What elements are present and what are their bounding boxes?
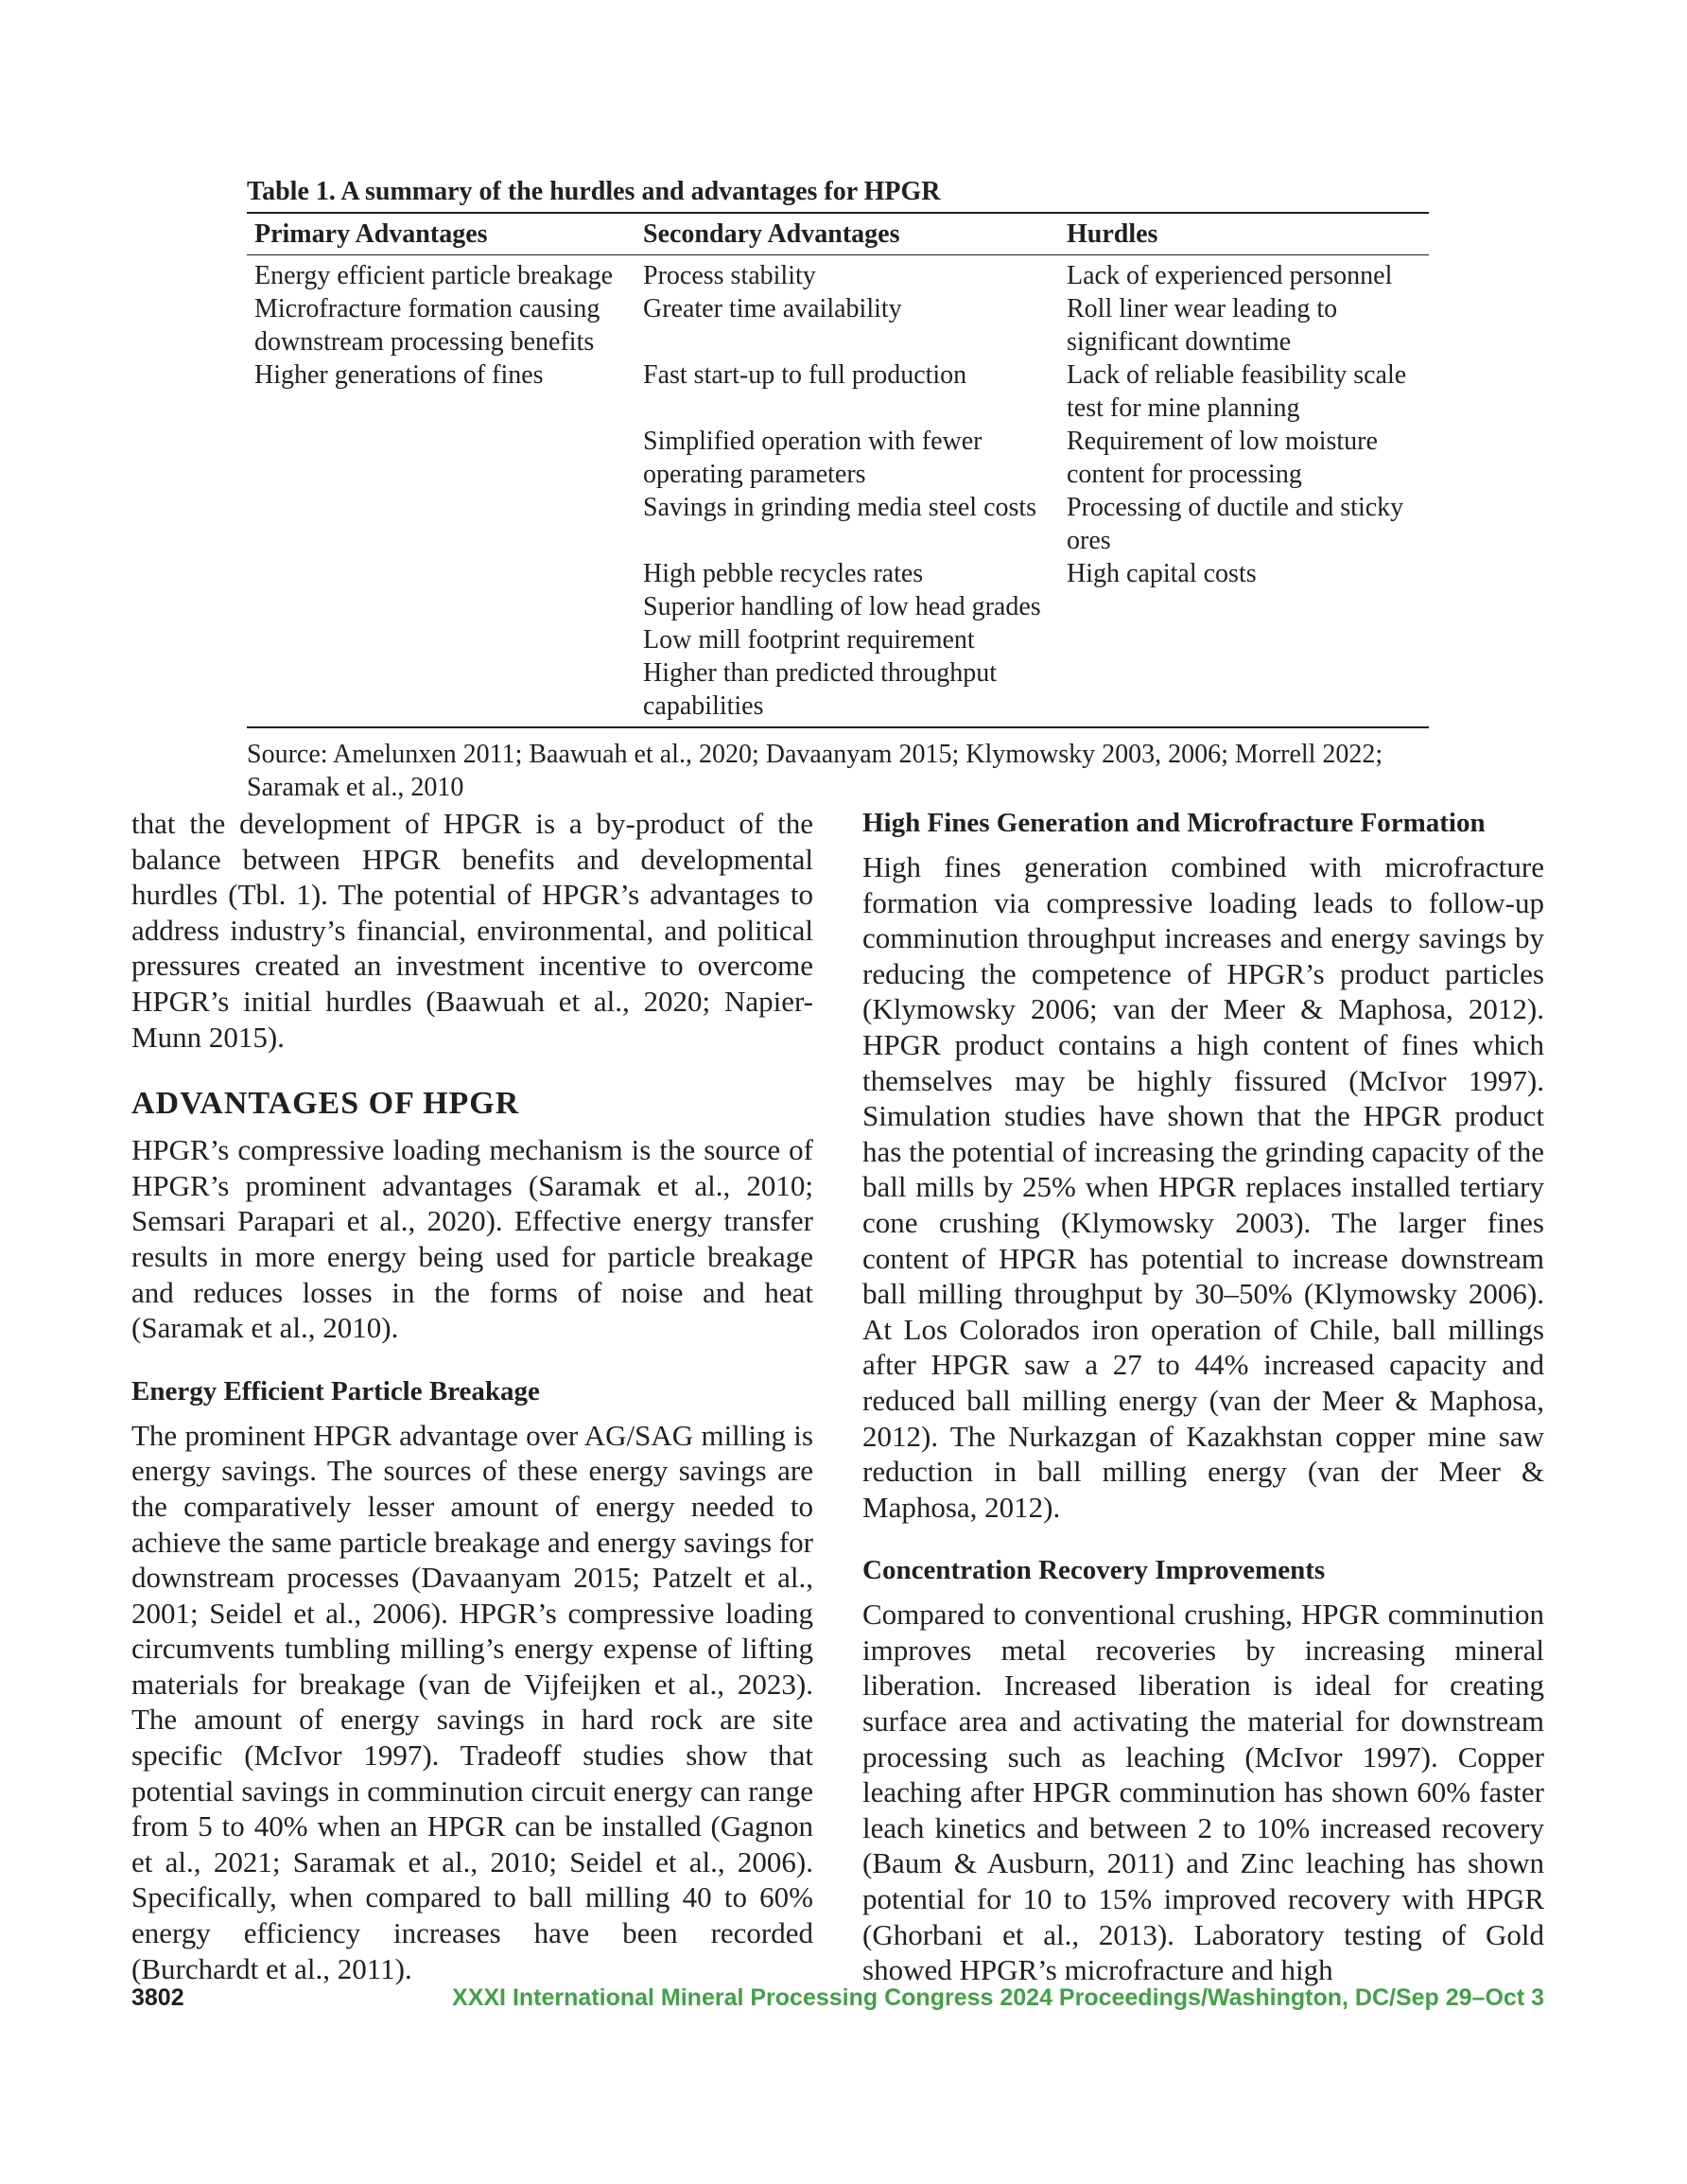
table-source-note: Source: Amelunxen 2011; Baawuah et al., 2020; Davaanyam 2015; Klymowsky 2003, 2006; Morrell 2022; Saramak et al., 2010	[247, 740, 1383, 802]
table-row	[247, 425, 1429, 491]
table-cell: Lack of reliable feasibility scale test for mine planning	[1067, 360, 1407, 423]
table-cell	[247, 656, 635, 727]
table-cell	[1059, 623, 1429, 656]
table-cell: Fast start-up to full production	[643, 360, 967, 390]
column-header-hurdles: Hurdles	[1059, 213, 1429, 255]
table-cell: High capital costs	[1067, 559, 1257, 588]
section-heading-advantages: ADVANTAGES OF HPGR	[131, 1086, 520, 1122]
table-cell	[1059, 656, 1429, 727]
table-cell	[247, 623, 635, 656]
table-caption: Table 1. A summary of the hurdles and advantages for HPGR	[247, 177, 941, 206]
page-footer	[131, 1984, 1544, 2022]
table-cell: Processing of ductile and sticky ores	[1067, 493, 1404, 555]
concentration-paragraph: Compared to conventional crushing, HPGR comminution improves metal recoveries by increasing mineral liberation. Increased liberation is ideal for creating surface area and activating the material for downstream processing such as leaching (McIvor 1997). Copper leaching after HPGR comminution has shown 60% faster leach kinetics and between 2 to 10% increased recovery (Baum & Ausburn, 2011) and Zinc leaching has shown potential for 10 to 15% improved recovery with HPGR (Ghorbani et al., 2013). Laboratory testing of Gold showed HPGR’s microfracture and high	[862, 1598, 1544, 1987]
table-row	[247, 557, 1429, 590]
table-row	[247, 255, 1429, 293]
table-row	[247, 292, 1429, 358]
column-header-primary: Primary Advantages	[247, 213, 635, 255]
table-cell: Greater time availability	[643, 294, 902, 323]
left-column	[131, 806, 813, 1986]
table-cell	[1059, 590, 1429, 623]
table-cell: Roll liner wear leading to significant downtime	[1067, 294, 1338, 357]
table-row	[247, 358, 1429, 425]
table-cell: Simplified operation with fewer operating parameters	[643, 427, 983, 489]
table-cell: Lack of experienced personnel	[1067, 261, 1393, 290]
table-cell: Process stability	[643, 261, 816, 290]
table-cell	[247, 557, 635, 590]
advantages-paragraph: HPGR’s compressive loading mechanism is the source of HPGR’s prominent advantages (Saramak et al., 2010; Semsari Parapari et al., 2020). Effective energy transfer results in more energy being used for particle breakage and reduces losses in the forms of noise and heat (Saramak et al., 2010).	[131, 1133, 813, 1345]
footer-proceedings-text: XXXI International Mineral Processing Congress 2024 Proceedings/Washington, DC/Sep 29–Oct 3	[452, 1984, 1544, 2011]
high-fines-paragraph: High fines generation combined with microfracture formation via compressive loading leads to follow-up comminution throughput increases and energy savings by reducing the competence of HPGR’s product particles (Klymowsky 2006; van der Meer & Maphosa, 2012). HPGR product contains a high content of fines which themselves may be highly fissured (McIvor 1997). Simulation studies have shown that the HPGR product has the potential of increasing the grinding capacity of the ball mills by 25% when HPGR replaces installed tertiary cone crushing (Klymowsky 2003). The larger fines content of HPGR has potential to increase downstream ball milling throughput by 30–50% (Klymowsky 2006). At Los Colorados iron operation of Chile, ball millings after HPGR saw a 27 to 44% increased capacity and reduced ball milling energy (van der Meer & Maphosa, 2012). The Nurkazgan of Kazakhstan copper mine saw reduction in ball milling energy (van der Meer & Maphosa, 2012).	[862, 850, 1544, 1524]
right-column	[862, 806, 1544, 1988]
table-row	[247, 491, 1429, 557]
summary-table-block	[247, 176, 1429, 804]
table-cell: Energy efficient particle breakage	[254, 261, 614, 290]
table-header-row	[247, 213, 1429, 255]
table-cell	[247, 590, 635, 623]
table-row	[247, 656, 1429, 727]
subheading-concentration-recovery: Concentration Recovery Improvements	[862, 1555, 1326, 1586]
table-cell: Requirement of low moisture content for processing	[1067, 427, 1378, 489]
energy-paragraph: The prominent HPGR advantage over AG/SAG milling is energy savings. The sources of these energy savings are the comparatively lesser amount of energy needed to achieve the same particle breakage and energy savings for downstream processes (Davaanyam 2015; Patzelt et al., 2001; Seidel et al., 2006). HPGR’s compressive loading circumvents tumbling milling’s energy expense of lifting materials for breakage (van de Vijfeijken et al., 2023). The amount of energy savings in hard rock are site specific (McIvor 1997). Tradeoff studies show that potential savings in comminution circuit energy can range from 5 to 40% when an HPGR can be installed (Gagnon et al., 2021; Saramak et al., 2010; Seidel et al., 2006). Specifically, when compared to ball milling 40 to 60% energy efficiency increases have been recorded (Burchardt et al., 2011).	[131, 1418, 813, 1985]
table-cell: Microfracture formation causing downstream processing benefits	[254, 294, 600, 357]
table-cell: Higher generations of fines	[254, 360, 544, 390]
column-header-secondary: Secondary Advantages	[635, 213, 1059, 255]
table-cell	[247, 425, 635, 491]
summary-table	[247, 212, 1429, 728]
table-row	[247, 590, 1429, 623]
table-cell: High pebble recycles rates	[643, 559, 924, 588]
subheading-energy-efficient: Energy Efficient Particle Breakage	[131, 1375, 540, 1406]
table-cell: Superior handling of low head grades	[643, 592, 1041, 621]
page-number: 3802	[131, 1984, 184, 2011]
intro-paragraph: that the development of HPGR is a by-product of the balance between HPGR benefits and developmental hurdles (Tbl. 1). The potential of HPGR’s advantages to address industry’s financial, environmental, and political pressures created an investment incentive to overcome HPGR’s initial hurdles (Baawuah et al., 2020; Napier-Munn 2015).	[131, 807, 813, 1054]
table-cell	[247, 491, 635, 557]
table-cell: Low mill footprint requirement	[643, 625, 975, 655]
subheading-high-fines: High Fines Generation and Microfracture Formation	[862, 808, 1486, 838]
table-row	[247, 623, 1429, 656]
table-cell: Savings in grinding media steel costs	[643, 493, 1037, 522]
table-cell: Higher than predicted throughput capabilities	[643, 658, 998, 721]
